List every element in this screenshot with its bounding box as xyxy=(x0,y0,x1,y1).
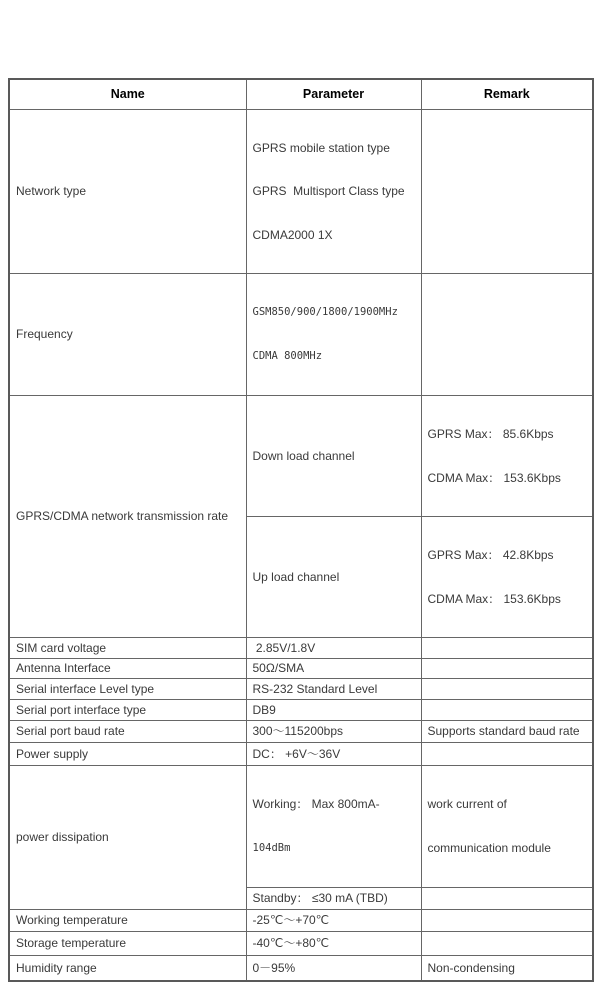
cell-storage-temp-remark xyxy=(421,931,593,955)
table-row-humidity-range xyxy=(9,955,593,981)
param-line: CDMA 800MHz xyxy=(252,350,323,362)
table-row-network-type xyxy=(9,109,593,274)
remark-line: GPRS Max： 85.6Kbps xyxy=(427,427,554,441)
table-row-working-temperature xyxy=(9,909,593,931)
cell-serial-port-name: Serial port interface type xyxy=(9,700,246,721)
cell-sim-remark xyxy=(421,638,593,659)
cell-humidity-remark: Non-condensing xyxy=(421,955,593,981)
cell-power-supply-name: Power supply xyxy=(9,743,246,766)
cell-baud-name: Serial port baud rate xyxy=(9,721,246,743)
cell-frequency-remark xyxy=(421,274,593,396)
cell-network-type-remark xyxy=(421,109,593,274)
header-remark: Remark xyxy=(421,79,593,109)
cell-baud-remark: Supports standard baud rate xyxy=(421,721,593,743)
header-parameter: Parameter xyxy=(246,79,421,109)
table-row-frequency xyxy=(9,274,593,396)
cell-download-param: Down load channel xyxy=(246,396,421,517)
param-line: GPRS Multisport Class type xyxy=(252,184,405,198)
param-line: GSM850/900/1800/1900MHz xyxy=(252,306,398,318)
cell-upload-param: Up load channel xyxy=(246,517,421,638)
cell-working-remark xyxy=(421,766,593,888)
table-row-serial-interface-level xyxy=(9,679,593,700)
cell-antenna-name: Antenna Interface xyxy=(9,659,246,679)
cell-serial-level-name: Serial interface Level type xyxy=(9,679,246,700)
spec-table xyxy=(8,78,594,982)
table-row-storage-temperature xyxy=(9,931,593,955)
cell-transmission-rate-name: GPRS/CDMA network transmission rate xyxy=(9,396,246,638)
cell-working-temp-name: Working temperature xyxy=(9,909,246,931)
cell-download-remark xyxy=(421,396,593,517)
cell-network-type-param xyxy=(246,109,421,274)
remark-line: work current of xyxy=(427,797,507,812)
cell-working-temp-remark xyxy=(421,909,593,931)
param-line: CDMA2000 1X xyxy=(252,227,333,242)
cell-serial-level-remark xyxy=(421,679,593,700)
table-row-antenna-interface xyxy=(9,659,593,679)
cell-serial-port-param: DB9 xyxy=(246,700,421,721)
remark-line: CDMA Max： 153.6Kbps xyxy=(427,470,561,485)
cell-sim-param: 2.85V/1.8V xyxy=(246,638,421,659)
cell-humidity-name: Humidity range xyxy=(9,955,246,981)
cell-standby-param: Standby： ≤30 mA (TBD) xyxy=(246,887,421,909)
cell-serial-level-param: RS-232 Standard Level xyxy=(246,679,421,700)
table-row-sim-card-voltage xyxy=(9,638,593,659)
cell-sim-name: SIM card voltage xyxy=(9,638,246,659)
cell-storage-temp-name: Storage temperature xyxy=(9,931,246,955)
cell-power-supply-remark xyxy=(421,743,593,766)
table-row-power-dissipation-working xyxy=(9,766,593,888)
cell-network-type-name: Network type xyxy=(9,109,246,274)
cell-working-param xyxy=(246,766,421,888)
table-header-row xyxy=(9,79,593,109)
param-line: GPRS mobile station type xyxy=(252,140,390,155)
cell-serial-port-remark xyxy=(421,700,593,721)
cell-upload-remark xyxy=(421,517,593,638)
cell-storage-temp-param: -40℃～+80℃ xyxy=(246,931,421,955)
table-row-serial-baud-rate xyxy=(9,721,593,743)
cell-power-supply-param: DC： +6V～36V xyxy=(246,743,421,766)
cell-humidity-param: 0－95% xyxy=(246,955,421,981)
cell-working-temp-param: -25℃～+70℃ xyxy=(246,909,421,931)
cell-frequency-param xyxy=(246,274,421,396)
cell-antenna-param: 50Ω/SMA xyxy=(246,659,421,679)
param-line: 104dBm xyxy=(252,841,291,854)
cell-standby-remark xyxy=(421,887,593,909)
header-name: Name xyxy=(9,79,246,109)
table-row-serial-port-interface xyxy=(9,700,593,721)
remark-line: CDMA Max： 153.6Kbps xyxy=(427,591,561,606)
cell-frequency-name: Frequency xyxy=(9,274,246,396)
remark-line: GPRS Max： 42.8Kbps xyxy=(427,548,554,562)
param-line: Working： Max 800mA- xyxy=(252,797,380,811)
table-row-transmission-download xyxy=(9,396,593,517)
table-row-power-supply xyxy=(9,743,593,766)
cell-baud-param: 300～115200bps xyxy=(246,721,421,743)
remark-line: communication module xyxy=(427,840,551,855)
cell-power-dissipation-name: power dissipation xyxy=(9,766,246,910)
cell-antenna-remark xyxy=(421,659,593,679)
